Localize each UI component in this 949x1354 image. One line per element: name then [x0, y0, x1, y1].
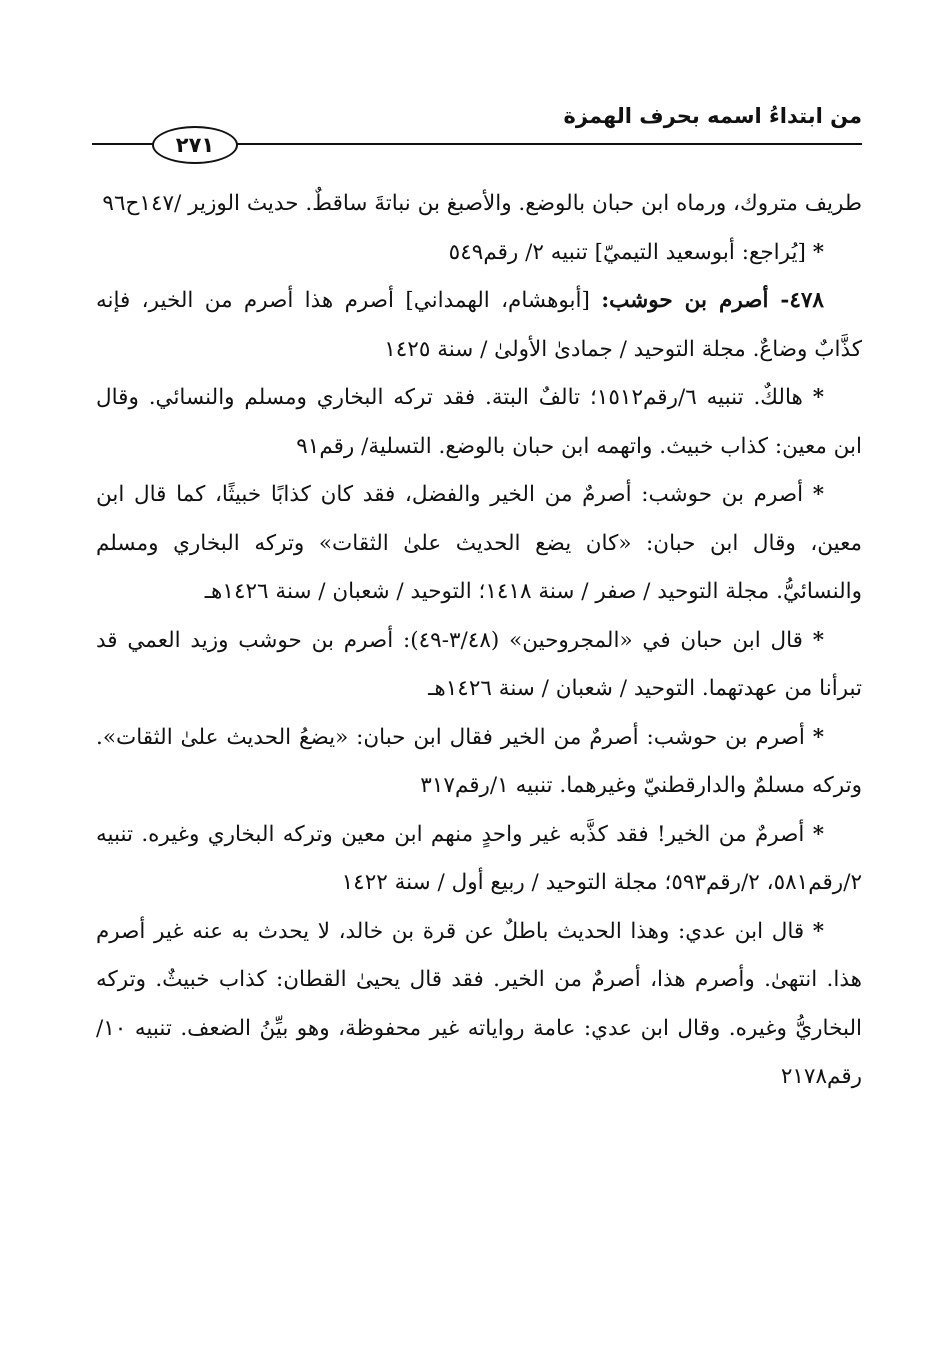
- entry-paragraph: [96, 811, 862, 908]
- entry-paragraph: [96, 908, 862, 1102]
- star-marker: *: [812, 482, 824, 507]
- entry-text: أصرم بن حوشب: أصرمٌ من الخير والفضل، فقد كان كذابًا خبيثًا، كما قال ابن معين، وقال ابن حبان: «كان يضع الحديث علىٰ الثقات» وتركه البخاري ومسلم والنسائيُّ. مجلة التوحيد / صفر / سنة ١٤١٨؛ التوحيد / شعبان / سنة ١٤٢٦هـ: [96, 482, 862, 604]
- star-marker: *: [812, 724, 824, 750]
- entry-paragraph: [96, 229, 862, 278]
- entry-paragraph: [96, 277, 862, 374]
- page-body: [96, 180, 862, 1102]
- entry-paragraph: [96, 471, 862, 617]
- entry-paragraph: [96, 617, 862, 714]
- entry-text: هالكٌ. تنبيه ٦/رقم١٥١٢؛ تالفٌ البتة. فقد تركه البخاري ومسلم والنسائي. وقال ابن معين: كذاب خبيث. واتهمه ابن حبان بالوضع. التسلية/ رقم٩١: [96, 385, 862, 459]
- entry-paragraph: [96, 374, 862, 471]
- page-number: ٢٧١: [152, 126, 238, 164]
- entry-text: أصرمٌ من الخير! فقد كذَّبه غير واحدٍ منهم ابن معين وتركه البخاري وغيره. تنبيه ٢/رقم٥٨١، ٢/رقم٥٩٣؛ مجلة التوحيد / ربيع أول / سنة ١٤٢٢: [96, 821, 862, 895]
- star-marker: *: [812, 627, 824, 653]
- narrator-heading: ٤٧٨- أصرم بن حوشب:: [601, 288, 824, 313]
- star-marker: *: [812, 821, 824, 847]
- running-title: من ابتداءُ اسمه بحرف الهمزة: [563, 104, 862, 128]
- entry-text: قال ابن عدي: وهذا الحديث باطلٌ عن قرة بن خالد، لا يحدث به عنه غير أصرم هذا. انتهىٰ. وأصرم هذا، أصرمٌ من الخير. فقد قال يحيىٰ القطان: كذاب خبيثٌ. وتركه البخاريُّ وغيره. وقال ابن عدي: عامة رواياته غير محفوظة، وهو بيِّنُ الضعف. تنبيه ١٠/ رقم٢١٧٨: [96, 918, 862, 1089]
- entry-text: طريف متروك، ورماه ابن حبان بالوضع. والأصبغ بن نباتةَ ساقطٌ. حديث الوزير /١٤٧ح٩٦: [102, 191, 862, 216]
- entry-text: [أبوهشام، الهمداني] أصرم هذا أصرم من الخير، فإنه كذَّابٌ وضاعٌ. مجلة التوحيد / جمادىٰ الأولىٰ / سنة ١٤٢٥: [96, 288, 862, 362]
- star-marker: *: [812, 385, 824, 410]
- entry-text: قال ابن حبان في «المجروحين» (٣/٤٨-٤٩): أصرم بن حوشب وزيد العمي قد تبرأنا من عهدتهما. التوحيد / شعبان / سنة ١٤٢٦هـ: [96, 627, 862, 701]
- entry-text: [يُراجع: أبوسعيد التيميّ] تنبيه ٢/ رقم٥٤٩: [448, 239, 806, 265]
- star-marker: *: [812, 239, 824, 265]
- star-marker: *: [812, 918, 825, 944]
- entry-paragraph: [96, 714, 862, 811]
- entry-paragraph: [96, 180, 862, 229]
- page-header: [92, 100, 862, 160]
- entry-text: أصرم بن حوشب: أصرمٌ من الخير فقال ابن حبان: «يضعُ الحديث علىٰ الثقات». وتركه مسلمٌ والدارقطنيّ وغيرهما. تنبيه ١/رقم٣١٧: [96, 724, 862, 798]
